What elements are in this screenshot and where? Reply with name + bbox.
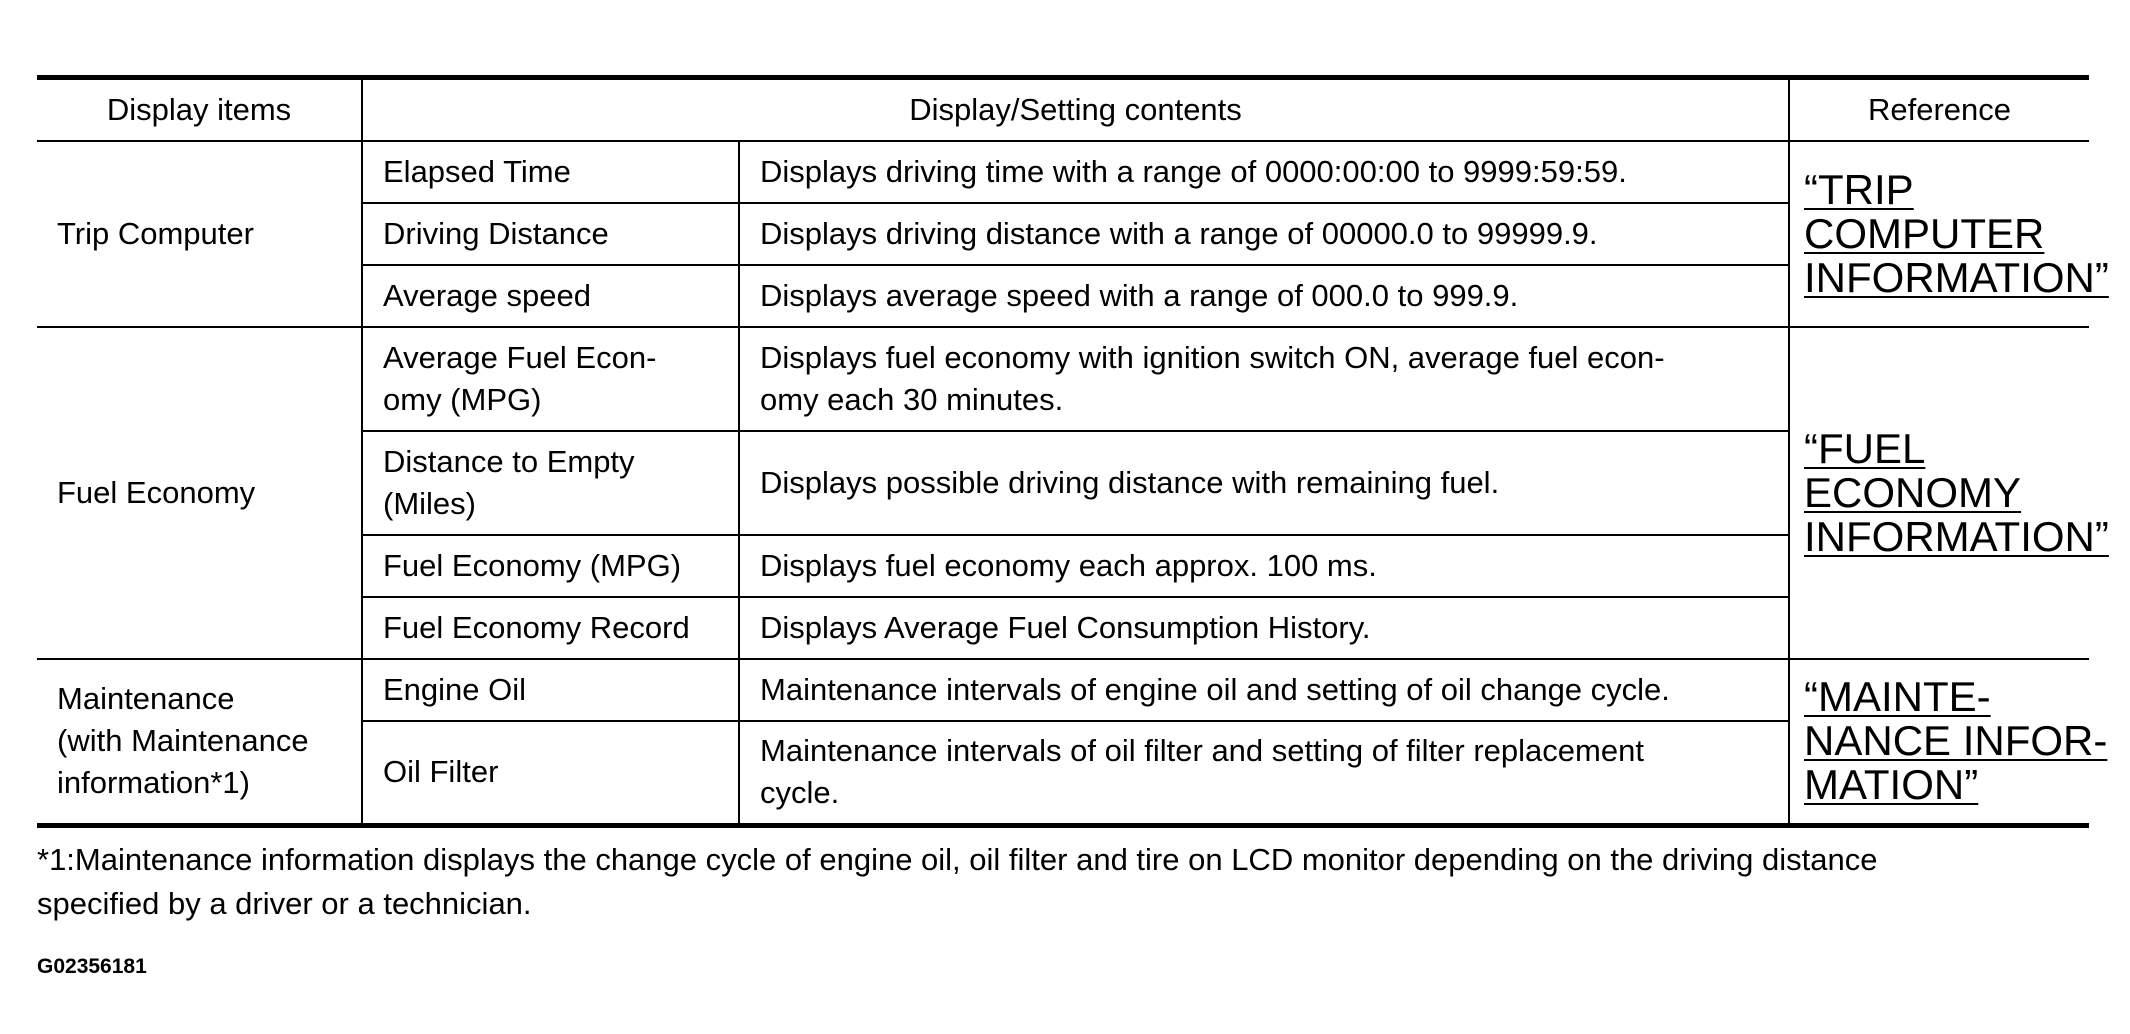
setting-description: [739, 597, 1789, 659]
setting-description: [739, 431, 1789, 535]
setting-name: [362, 721, 739, 825]
setting-name-line: Average speed: [383, 278, 591, 313]
table-body: [37, 141, 2109, 825]
reference-cell: [1789, 327, 2109, 659]
setting-name-line: Distance to Empty: [383, 444, 635, 479]
setting-name: [362, 203, 739, 265]
setting-name-line: omy (MPG): [383, 382, 542, 417]
setting-name-line: Driving Distance: [383, 216, 609, 251]
setting-description-line: Displays average speed with a range of 000.0 to 999.9.: [760, 278, 1519, 313]
reference-link-line: “FUEL: [1804, 425, 1926, 472]
setting-name-line: (Miles): [383, 486, 476, 521]
display-item-line: (with Maintenance: [57, 723, 309, 759]
footnote: [37, 838, 2089, 926]
table-row: [37, 141, 2089, 203]
document-page: [37, 75, 2109, 980]
setting-description-line: Displays fuel economy each approx. 100 ms.: [760, 548, 1377, 583]
setting-description: [739, 535, 1789, 597]
setting-name-line: Oil Filter: [383, 754, 499, 790]
setting-description: [739, 659, 1789, 721]
display-items-table: [37, 75, 2109, 828]
header-reference: Reference: [1789, 78, 2089, 142]
setting-description-line: Displays fuel economy with ignition switch ON, average fuel econ-: [760, 340, 1665, 375]
setting-description-line: Maintenance intervals of oil filter and setting of filter replacement: [760, 733, 1644, 769]
reference-link-line: NANCE INFOR-: [1804, 717, 2108, 765]
reference-link-line: MATION”: [1804, 761, 1979, 809]
setting-name: [362, 431, 739, 535]
footnote-line: *1:Maintenance information displays the change cycle of engine oil, oil filter and tire on LCD monitor depending on the driving distance: [37, 841, 1878, 877]
setting-name-line: Average Fuel Econ-: [383, 340, 657, 375]
table-row: [37, 659, 2089, 721]
setting-description: [739, 203, 1789, 265]
footnote-line: specified by a driver or a technician.: [37, 885, 532, 921]
display-item-maintenance: [37, 659, 362, 825]
display-item-trip-computer: [37, 141, 362, 327]
reference-cell: [1789, 659, 2108, 825]
reference-link-line: INFORMATION”: [1804, 513, 2109, 560]
setting-name: [362, 597, 739, 659]
reference-link-trip-computer[interactable]: [1804, 166, 2109, 301]
reference-link-fuel-economy[interactable]: [1804, 425, 2109, 560]
setting-name: [362, 327, 739, 431]
setting-name: [362, 265, 739, 327]
setting-description-line: Displays driving time with a range of 0000:00:00 to 9999:59:59.: [760, 154, 1627, 189]
setting-description: [739, 265, 1789, 327]
setting-description-line: Maintenance intervals of engine oil and setting of oil change cycle.: [760, 672, 1670, 707]
reference-cell: [1789, 141, 2109, 327]
reference-link-line: ECONOMY: [1804, 469, 2022, 516]
setting-name: [362, 141, 739, 203]
setting-name: [362, 535, 739, 597]
setting-description-line: Displays driving distance with a range of 00000.0 to 99999.9.: [760, 216, 1598, 251]
setting-name-line: Engine Oil: [383, 672, 527, 707]
figure-id: G02356181: [37, 954, 147, 978]
display-item-fuel-economy: [37, 327, 362, 659]
display-item-line: Trip Computer: [57, 216, 254, 251]
setting-description-line: cycle.: [760, 775, 840, 811]
header-display-items: Display items: [37, 78, 362, 142]
reference-link-line: INFORMATION”: [1804, 254, 2109, 301]
setting-name-line: Fuel Economy (MPG): [383, 548, 682, 583]
setting-description-line: omy each 30 minutes.: [760, 382, 1064, 417]
setting-name-line: Elapsed Time: [383, 154, 571, 189]
setting-description-line: Displays Average Fuel Consumption History.: [760, 610, 1371, 645]
table-header-row: [37, 78, 2089, 142]
display-item-line: Maintenance: [57, 681, 235, 717]
setting-description-line: Displays possible driving distance with remaining fuel.: [760, 465, 1500, 500]
table-row: [37, 327, 2089, 431]
reference-link-line: “TRIP: [1804, 166, 1914, 213]
reference-link-line: COMPUTER: [1804, 210, 2045, 257]
reference-link-maintenance[interactable]: [1804, 673, 2108, 809]
display-item-line: Fuel Economy: [57, 475, 256, 510]
setting-description: [739, 327, 1789, 431]
setting-description: [739, 141, 1789, 203]
setting-name-line: Fuel Economy Record: [383, 610, 690, 645]
setting-description: [739, 721, 1789, 825]
setting-name: [362, 659, 739, 721]
reference-link-line: “MAINTE-: [1804, 673, 1991, 721]
display-item-line: information*1): [57, 765, 250, 801]
header-display-setting-contents: Display/Setting contents: [362, 78, 1789, 142]
